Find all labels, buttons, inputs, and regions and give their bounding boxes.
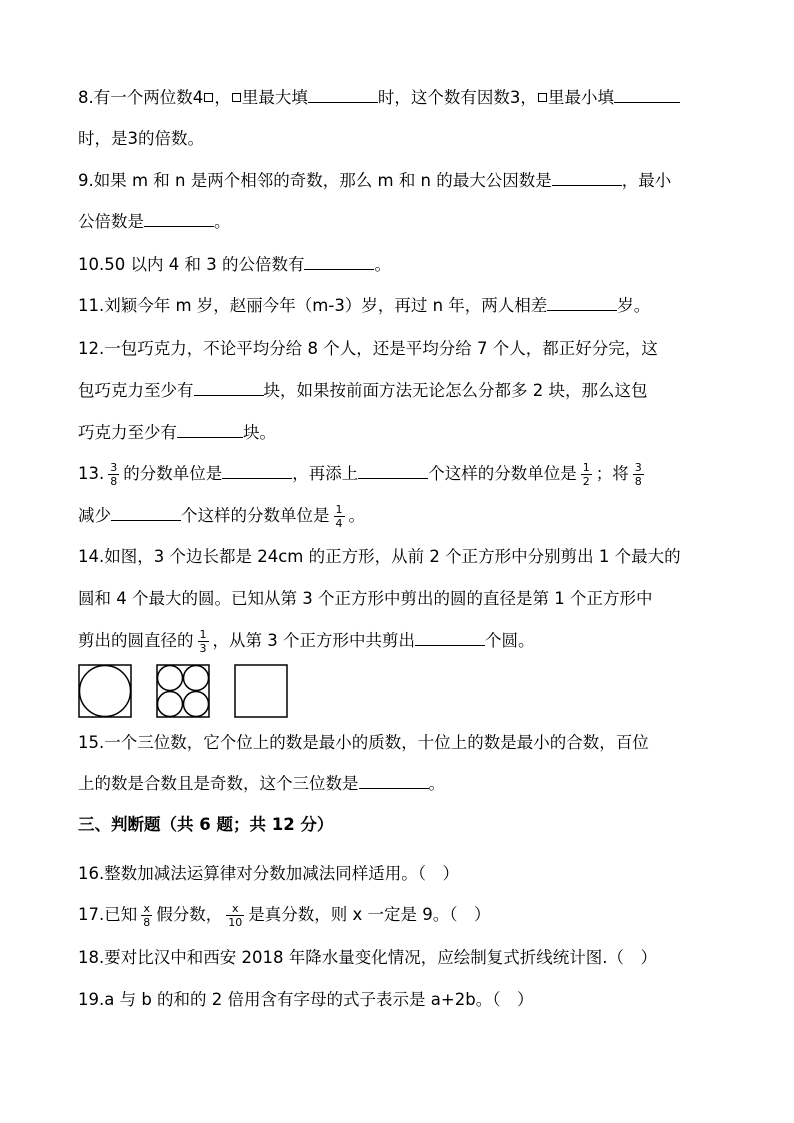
fraction-denominator: 8 — [143, 916, 151, 929]
fraction-3-8 — [633, 461, 644, 488]
q9-text-c: 公倍数是 — [78, 212, 144, 231]
digit-box-icon — [232, 93, 241, 102]
answer-blank[interactable] — [194, 379, 264, 396]
fraction-x-10 — [226, 902, 244, 929]
answer-blank[interactable] — [222, 462, 292, 479]
question-12-line-2 — [78, 379, 648, 403]
fraction-denominator: 2 — [582, 475, 590, 488]
fraction-numerator: 3 — [110, 461, 118, 474]
fraction-denominator: 8 — [110, 475, 118, 488]
q13-text-e: ；将 — [595, 464, 629, 483]
q14-text-d: ，从第 3 个正方形中共剪出 — [212, 631, 415, 650]
q8-text-d: 时，这个数有因数3， — [377, 88, 537, 107]
q15-text-c: 。 — [428, 774, 445, 793]
q13-text-h: 。 — [348, 506, 365, 525]
question-19: 19.a 与 b 的和的 2 倍用含有字母的式子表示是 a+2b。（ ） — [78, 990, 534, 1009]
question-16: 16.整数加减法运算律对分数加减法同样适用。（ ） — [78, 864, 459, 883]
q17-text-a: 17.已知 — [78, 905, 138, 924]
answer-blank[interactable] — [144, 210, 214, 227]
question-13-line-2 — [78, 503, 365, 530]
fraction-numerator: x — [143, 902, 150, 915]
q14-text-e: 个圆。 — [485, 631, 535, 650]
q12-text-c: 块，如果按前面方法无论怎么分都多 2 块，那么这包 — [263, 381, 648, 400]
answer-blank[interactable] — [177, 421, 243, 438]
question-13-line-1 — [78, 461, 648, 488]
q17-text-c: 是真分数，则 x 一定是 9。（ ） — [248, 905, 491, 924]
answer-blank[interactable] — [552, 169, 622, 186]
q8-text-c: 里最大填 — [241, 88, 308, 107]
square-one-circle-icon — [78, 664, 132, 718]
q14-text-c: 剪出的圆直径的 — [78, 631, 194, 650]
answer-blank[interactable] — [308, 86, 378, 103]
q11-text-b: 岁。 — [617, 296, 651, 315]
q13-text-c: ，再添上 — [292, 464, 359, 483]
q8-text-b: ， — [214, 88, 231, 107]
fraction-3-8 — [108, 461, 119, 488]
q14-text-b: 圆和 4 个最大的圆。已知从第 3 个正方形中剪出的圆的直径是第 1 个正方形中 — [78, 589, 653, 608]
q10-text-a: 10.50 以内 4 和 3 的公倍数有 — [78, 255, 305, 274]
fraction-denominator: 3 — [199, 642, 207, 655]
q15-text-b: 上的数是合数且是奇数，这个三位数是 — [78, 774, 359, 793]
question-8-line-1 — [78, 86, 680, 110]
question-12-line-3 — [78, 421, 276, 445]
fraction-denominator: 4 — [335, 517, 343, 530]
q11-text-a: 11.刘颖今年 m 岁，赵丽今年（m-3）岁，再过 n 年，两人相差 — [78, 296, 548, 315]
question-18: 18.要对比汉中和西安 2018 年降水量变化情况，应绘制复式折线统计图.（ ） — [78, 948, 657, 967]
q13-text-b: 的分数单位是 — [123, 464, 223, 483]
answer-blank[interactable] — [111, 504, 181, 521]
answer-blank[interactable] — [359, 772, 429, 789]
fraction-denominator: 8 — [634, 475, 642, 488]
q13-text-f: 减少 — [78, 506, 111, 525]
question-17 — [78, 902, 491, 929]
q12-text-a: 12.一包巧克力，不论平均分给 8 个人，还是平均分给 7 个人，都正好分完，这 — [78, 339, 658, 358]
question-10 — [78, 253, 391, 277]
answer-blank[interactable] — [614, 86, 680, 103]
q10-text-b: 。 — [374, 255, 391, 274]
fraction-numerator: 3 — [634, 461, 642, 474]
q12-text-d: 巧克力至少有 — [78, 423, 177, 442]
fraction-numerator: 1 — [335, 503, 343, 516]
answer-blank[interactable] — [304, 253, 374, 270]
question-15-line-1 — [78, 731, 649, 755]
fraction-numerator: 1 — [199, 628, 207, 641]
q9-text-d: 。 — [214, 212, 231, 231]
question-9-line-2 — [78, 210, 231, 234]
q8-text-f: 时，是3的倍数。 — [78, 129, 204, 148]
fraction-denominator: 10 — [228, 916, 243, 929]
fraction-1-4 — [334, 503, 345, 530]
q13-text-a: 13. — [78, 464, 105, 483]
q13-text-g: 个这样的分数单位是 — [181, 506, 330, 525]
fraction-1-3 — [198, 628, 209, 655]
answer-blank[interactable] — [358, 462, 428, 479]
digit-box-icon — [204, 93, 213, 102]
fraction-x-8 — [141, 902, 152, 929]
question-9-line-1 — [78, 169, 671, 193]
fraction-1-2 — [581, 461, 592, 488]
fraction-numerator: x — [231, 902, 239, 915]
q12-text-e: 块。 — [243, 423, 276, 442]
square-four-circles-icon — [156, 664, 210, 718]
q17-text-b: 假分数， — [156, 905, 223, 924]
question-12-line-1 — [78, 337, 658, 361]
digit-box-icon — [538, 93, 547, 102]
question-11 — [78, 294, 650, 318]
fraction-numerator: 1 — [582, 461, 590, 474]
q9-text-a: 9.如果 m 和 n 是两个相邻的奇数，那么 m 和 n 的最大公因数是 — [78, 171, 552, 190]
answer-blank[interactable] — [415, 629, 485, 646]
q14-text-a: 14.如图，3 个边长都是 24cm 的正方形，从前 2 个正方形中分别剪出 1 个最大的 — [78, 547, 681, 566]
empty-square-icon — [234, 664, 288, 718]
q15-text-a: 15.一个三位数，它个位上的数是最小的质数，十位上的数是最小的合数，百位 — [78, 733, 649, 752]
question-8-line-2 — [78, 127, 204, 151]
q8-text-e: 里最小填 — [547, 88, 614, 107]
answer-blank[interactable] — [547, 294, 617, 311]
question-14-line-3 — [78, 628, 535, 655]
question-14-line-1 — [78, 545, 681, 569]
q12-text-b: 包巧克力至少有 — [78, 381, 194, 400]
question-14-line-2 — [78, 587, 652, 611]
section-3-heading: 三、判断题（共 6 题；共 12 分） — [78, 815, 334, 834]
q8-text-a: 8.有一个两位数4 — [78, 88, 204, 107]
question-15-line-2 — [78, 772, 445, 796]
q9-text-b: ，最小 — [621, 171, 672, 190]
q13-text-d: 个这样的分数单位是 — [428, 464, 577, 483]
